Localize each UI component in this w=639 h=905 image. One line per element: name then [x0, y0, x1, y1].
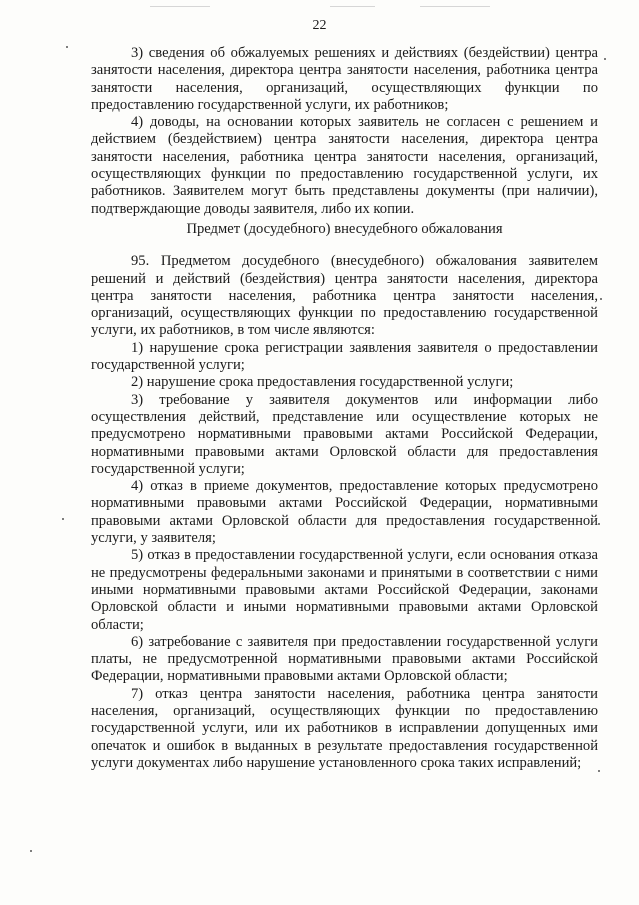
paragraph: 4) отказ в приеме документов, предоставление которых предусмотрено нормативными правовыми актами Российской Федерации, нормативными правовыми актами Орловской области для предоставления государственной услуги, у заявителя; — [91, 478, 598, 547]
section-heading: Предмет (досудебного) внесудебного обжалования — [186, 220, 503, 237]
paragraph: 6) затребование с заявителя при предоставлении государственной услуги платы, не предусмотренной нормативными правовыми актами Российской Федерации, нормативными правовыми актами Орловской области; — [91, 633, 598, 685]
document-body — [91, 45, 598, 772]
paragraph: 1) нарушение срока регистрации заявления заявителя о предоставлении государственной услуги; — [91, 339, 598, 374]
scan-speck — [66, 46, 68, 48]
paragraph: 3) сведения об обжалуемых решениях и действиях (бездействии) центра занятости населения, директора центра занятости населения, работника центра занятости населения, организаций, осуществляющих функции по предоставлению государственной услуги, их работников; — [91, 45, 598, 113]
paragraph: 5) отказ в предоставлении государственной услуги, если основания отказа не предусмотрены федеральными законами и принятыми в соответствии с ними иными нормативными правовыми актами Российской Федерации, законами Орловской области и иными нормативными правовыми актами Орловской области; — [91, 547, 598, 633]
scan-speck — [600, 298, 602, 300]
spacer — [91, 238, 598, 253]
paragraph: 7) отказ центра занятости населения, работника центра занятости населения, организаций, осуществляющих функции по предоставлению государственной услуги, или их работников в исправлении допущенных ими опечаток и ошибок в выданных в результате предоставления государственной услуги документах либо нарушение установленного срока таких исправлений; — [91, 685, 598, 771]
scan-speck — [598, 523, 600, 525]
scan-artifact-rule — [150, 6, 210, 7]
scan-speck — [30, 850, 32, 852]
scan-artifact-rule — [420, 6, 490, 7]
scan-artifact-rule — [330, 6, 375, 7]
scan-speck — [62, 518, 64, 520]
scan-speck — [604, 58, 606, 60]
scan-speck — [598, 770, 600, 772]
page-number: 22 — [312, 18, 327, 33]
paragraph: 3) требование у заявителя документов или информации либо осуществления действий, представление или осуществление которых не предусмотрено нормативными правовыми актами Российской Федерации, нормативными правовыми актами Орловской области для предоставления государственной услуги; — [91, 391, 598, 477]
paragraph: 2) нарушение срока предоставления государственной услуги; — [131, 374, 514, 391]
paragraph: 95. Предметом досудебного (внесудебного) обжалования заявителем решений и действий (бездействия) центра занятости населения, директора центра занятости населения, работника центра занятости населения, организаций, осуществляющих функции по предоставлению государственной услуги, их работников, в том числе являются: — [91, 253, 598, 339]
paragraph: 4) доводы, на основании которых заявитель не согласен с решением и действием (бездействием) центра занятости населения, директора центра занятости населения, работника центра занятости населения, организаций, осуществляющих функции по предоставлению государственной услуги, их работников. Заявителем могут быть представлены документы (при наличии), подтверждающие доводы заявителя, либо их копии. — [91, 114, 598, 217]
